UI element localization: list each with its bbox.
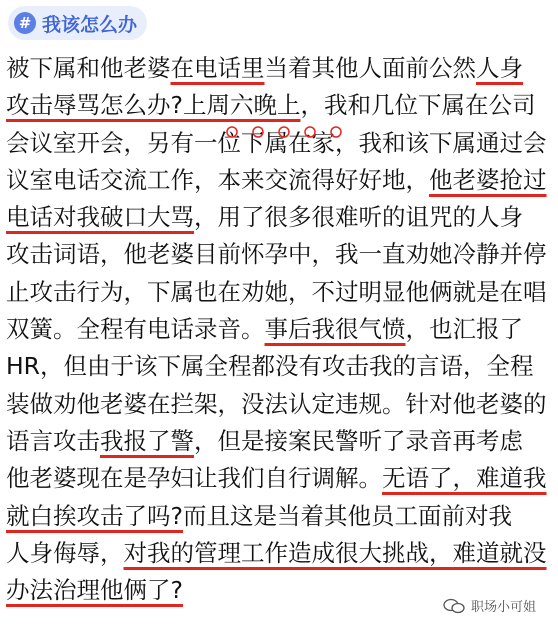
highlighted-text: 事后我很气愤 (264, 315, 406, 344)
highlighted-text: 电话对我破口大骂 (6, 203, 194, 232)
text-segment: ，我和几位下属在公司 (300, 91, 536, 120)
text-segment: 止攻击行为，下属也在劝她，不过明显他俩就是在唱 (6, 277, 547, 306)
annotation-circles (224, 122, 364, 142)
highlighted-text: 在电话里 (170, 54, 265, 82)
highlighted-text: 人身 (476, 54, 523, 82)
text-segment: 人身侮辱， (6, 538, 124, 567)
text-segment: HR，但由于该下属全程都没有攻击我的言语，全程 (6, 352, 534, 381)
highlighted-text: 上周六晚上 (182, 91, 301, 120)
text-segment: 当着其他人面前公然 (264, 54, 476, 82)
highlighted-text: 就白挨攻击了吗? (6, 501, 183, 530)
text-segment: 会议室开会，另有一位下属在家，我和该下属通过会 (6, 128, 547, 157)
text-segment: ，也汇报了 (405, 315, 523, 344)
highlighted-text: 攻击辱骂怎么办? (6, 91, 183, 120)
text-segment: 议室电话交流工作，本来交流得好好地， (6, 165, 429, 194)
topic-tag-label: 我该怎么办 (42, 13, 138, 36)
text-segment: ，用了很多很难听的诅咒的人身 (194, 203, 523, 232)
text-line (6, 348, 554, 385)
highlighted-text: 办法治理他俩了? (6, 576, 183, 605)
text-segment: 而且这是当着其他员工面前对我 (182, 501, 512, 530)
text-segment: 语言攻击 (6, 426, 100, 455)
watermark-text: 职场小可姐 (470, 600, 536, 615)
text-line (6, 236, 554, 273)
text-segment: 攻击词语，他老婆目前怀孕中，我一直劝她冷静并停 (6, 240, 547, 269)
text-line (6, 498, 554, 535)
highlighted-text: 他老婆抢过 (429, 165, 547, 194)
text-segment: 双簧。全程有电话录音。 (6, 315, 265, 344)
highlighted-text: 无语了，难道我 (382, 464, 547, 493)
text-line (6, 50, 554, 87)
highlighted-text: 我报了警 (100, 426, 194, 455)
hash-icon: # (14, 12, 36, 34)
text-segment: ，但是接案民警听了录音再考虑 (194, 426, 523, 455)
text-segment: 被下属和他老婆 (6, 54, 171, 82)
highlighted-text: 对我的管理工作造成很大挑战，难道就没 (123, 538, 547, 567)
text-line (6, 386, 554, 423)
text-line (6, 199, 554, 236)
text-line (6, 423, 554, 460)
text-line (6, 87, 554, 124)
topic-tag[interactable] (8, 6, 147, 40)
watermark (439, 594, 540, 617)
text-line (6, 535, 554, 572)
text-line (6, 274, 554, 311)
text-segment: 装做劝他老婆在拦架，没法认定违规。针对他老婆的 (6, 389, 547, 418)
text-segment: 他老婆现在是孕妇让我们自行调解。 (6, 464, 382, 493)
text-line (6, 311, 554, 348)
text-line (6, 460, 554, 497)
text-line (6, 162, 554, 199)
wechat-icon (443, 598, 465, 614)
